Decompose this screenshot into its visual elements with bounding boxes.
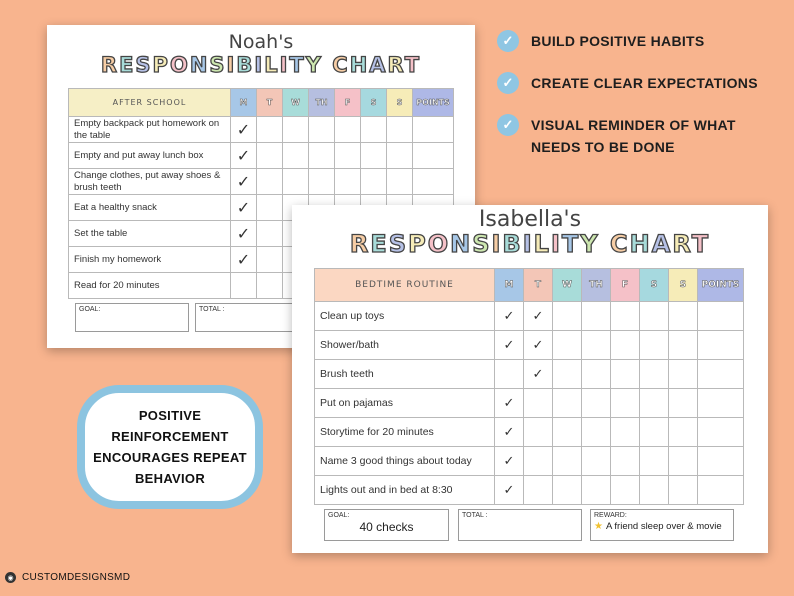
day-check-cell[interactable]: [257, 169, 283, 195]
total-label: TOTAL :: [462, 512, 488, 519]
reinforcement-badge: [77, 385, 263, 509]
day-check-cell[interactable]: [611, 360, 640, 389]
day-check-cell[interactable]: [611, 476, 640, 505]
brand-footer: [5, 572, 130, 583]
day-check-cell[interactable]: [582, 360, 611, 389]
day-check-cell[interactable]: [582, 476, 611, 505]
goal-box[interactable]: [324, 509, 449, 541]
day-check-cell[interactable]: [640, 302, 669, 331]
day-header: M: [495, 269, 524, 302]
day-header: T: [524, 269, 553, 302]
checkmark-circle-icon: ✓: [497, 114, 519, 136]
day-check-cell[interactable]: [582, 418, 611, 447]
points-header: POINTS: [413, 89, 454, 117]
day-check-cell[interactable]: [309, 143, 335, 169]
day-check-cell[interactable]: [309, 117, 335, 143]
day-check-cell[interactable]: ✓: [524, 360, 553, 389]
day-check-cell[interactable]: [582, 389, 611, 418]
day-check-cell[interactable]: [257, 195, 283, 221]
task-label: Finish my homework: [69, 247, 231, 273]
task-label: Name 3 good things about today: [315, 447, 495, 476]
day-check-cell[interactable]: [553, 302, 582, 331]
day-check-cell[interactable]: [582, 302, 611, 331]
day-check-cell[interactable]: ✓: [231, 117, 257, 143]
day-check-cell[interactable]: [257, 143, 283, 169]
task-label: Storytime for 20 minutes: [315, 418, 495, 447]
day-check-cell[interactable]: [553, 360, 582, 389]
table-row: [315, 447, 744, 476]
task-label: Put on pajamas: [315, 389, 495, 418]
benefit-text: VISUAL REMINDER OF WHAT NEEDS TO BE DONE: [531, 117, 736, 155]
task-label: Change clothes, put away shoes & brush teeth: [69, 169, 231, 195]
points-cell[interactable]: [698, 331, 744, 360]
chart-title: RESPONSIBILITY CHART: [349, 230, 711, 258]
day-check-cell[interactable]: [611, 447, 640, 476]
isabella-chart-sheet: [292, 205, 768, 553]
day-header: S: [361, 89, 387, 117]
day-check-cell[interactable]: ✓: [231, 247, 257, 273]
points-cell[interactable]: [413, 143, 454, 169]
task-label: Brush teeth: [315, 360, 495, 389]
table-row: [69, 169, 454, 195]
day-header: M: [231, 89, 257, 117]
day-check-cell[interactable]: [257, 247, 283, 273]
benefit-item: [497, 72, 787, 94]
task-label: Eat a healthy snack: [69, 195, 231, 221]
day-check-cell[interactable]: [524, 447, 553, 476]
day-check-cell[interactable]: [582, 331, 611, 360]
points-cell[interactable]: [413, 117, 454, 143]
child-name-title: Isabella's: [478, 207, 582, 232]
section-header: BEDTIME ROUTINE: [315, 269, 495, 302]
day-header: S: [669, 269, 698, 302]
day-check-cell[interactable]: [524, 389, 553, 418]
task-label: Empty and put away lunch box: [69, 143, 231, 169]
day-check-cell[interactable]: [611, 389, 640, 418]
table-row: [315, 360, 744, 389]
day-check-cell[interactable]: [669, 389, 698, 418]
day-header: TH: [309, 89, 335, 117]
points-cell[interactable]: [698, 360, 744, 389]
day-check-cell[interactable]: [669, 418, 698, 447]
task-label: Empty backpack put homework on the table: [69, 117, 231, 143]
day-check-cell[interactable]: [611, 331, 640, 360]
reward-box[interactable]: [590, 509, 734, 541]
day-check-cell[interactable]: ✓: [524, 331, 553, 360]
day-check-cell[interactable]: [553, 476, 582, 505]
day-header: W: [283, 89, 309, 117]
goal-value: 40 checks: [359, 520, 414, 534]
day-check-cell[interactable]: [669, 447, 698, 476]
goal-label: GOAL:: [79, 306, 101, 313]
day-check-cell[interactable]: [611, 302, 640, 331]
benefit-item: [497, 30, 787, 52]
brand-name: CUSTOMDESIGNSMD: [22, 572, 131, 583]
goal-label: GOAL:: [328, 512, 350, 519]
day-check-cell[interactable]: [361, 117, 387, 143]
day-check-cell[interactable]: ✓: [495, 331, 524, 360]
day-check-cell[interactable]: ✓: [495, 389, 524, 418]
day-check-cell[interactable]: [257, 221, 283, 247]
day-check-cell[interactable]: [524, 418, 553, 447]
brand-logo-icon: ◉: [5, 572, 16, 583]
day-check-cell[interactable]: [335, 117, 361, 143]
points-cell[interactable]: [698, 476, 744, 505]
day-header: F: [335, 89, 361, 117]
day-check-cell[interactable]: [283, 143, 309, 169]
day-check-cell[interactable]: [309, 169, 335, 195]
day-check-cell[interactable]: [640, 331, 669, 360]
day-check-cell[interactable]: ✓: [231, 169, 257, 195]
day-check-cell[interactable]: [361, 143, 387, 169]
table-row: [315, 476, 744, 505]
day-check-cell[interactable]: [553, 418, 582, 447]
task-label: Set the table: [69, 221, 231, 247]
day-check-cell[interactable]: [257, 273, 283, 299]
day-check-cell[interactable]: [524, 476, 553, 505]
badge-text: POSITIVE REINFORCEMENT ENCOURAGES REPEAT BEHAVIOR: [93, 408, 247, 486]
table-row: [315, 418, 744, 447]
table-row: [69, 117, 454, 143]
day-check-cell[interactable]: ✓: [524, 302, 553, 331]
task-label: Lights out and in bed at 8:30: [315, 476, 495, 505]
day-header: W: [553, 269, 582, 302]
benefit-item: [497, 114, 787, 158]
table-row: [315, 302, 744, 331]
total-box[interactable]: [195, 303, 295, 332]
star-icon: ★: [594, 521, 603, 532]
points-header: POINTS: [698, 269, 744, 302]
total-box[interactable]: [458, 509, 582, 541]
points-cell[interactable]: [413, 169, 454, 195]
day-check-cell[interactable]: [611, 418, 640, 447]
day-check-cell[interactable]: [361, 169, 387, 195]
task-label: Clean up toys: [315, 302, 495, 331]
day-check-cell[interactable]: [640, 447, 669, 476]
task-label: Read for 20 minutes: [69, 273, 231, 299]
day-check-cell[interactable]: [553, 331, 582, 360]
checkmark-circle-icon: ✓: [497, 72, 519, 94]
goal-box[interactable]: [75, 303, 189, 332]
day-check-cell[interactable]: ✓: [495, 302, 524, 331]
reward-label: REWARD:: [594, 512, 627, 519]
child-name-title: Noah's: [228, 31, 294, 53]
day-check-cell[interactable]: [640, 360, 669, 389]
day-check-cell[interactable]: [387, 117, 413, 143]
day-check-cell[interactable]: [669, 331, 698, 360]
table-row: [315, 331, 744, 360]
day-check-cell[interactable]: [669, 360, 698, 389]
checkmark-circle-icon: ✓: [497, 30, 519, 52]
day-check-cell[interactable]: ✓: [231, 143, 257, 169]
day-check-cell[interactable]: [335, 143, 361, 169]
points-cell[interactable]: [698, 389, 744, 418]
day-check-cell[interactable]: [257, 117, 283, 143]
table-row: [315, 389, 744, 418]
day-header: S: [640, 269, 669, 302]
day-check-cell[interactable]: ✓: [231, 221, 257, 247]
benefit-text: BUILD POSITIVE HABITS: [531, 33, 705, 49]
header-row: [69, 89, 454, 117]
points-cell[interactable]: [698, 302, 744, 331]
section-header: AFTER SCHOOL: [69, 89, 231, 117]
table-row: [69, 143, 454, 169]
day-check-cell[interactable]: [387, 143, 413, 169]
day-check-cell[interactable]: [283, 169, 309, 195]
day-check-cell[interactable]: ✓: [495, 476, 524, 505]
day-check-cell[interactable]: ✓: [495, 418, 524, 447]
day-header: S: [387, 89, 413, 117]
points-cell[interactable]: [698, 447, 744, 476]
day-check-cell[interactable]: [669, 302, 698, 331]
day-header: T: [257, 89, 283, 117]
task-label: Shower/bath: [315, 331, 495, 360]
points-cell[interactable]: [698, 418, 744, 447]
day-check-cell[interactable]: [582, 447, 611, 476]
total-label: TOTAL :: [199, 306, 225, 313]
chart-title: RESPONSIBILITY CHART: [100, 53, 422, 77]
day-check-cell[interactable]: [640, 418, 669, 447]
day-check-cell[interactable]: [553, 447, 582, 476]
day-check-cell[interactable]: ✓: [231, 195, 257, 221]
day-check-cell[interactable]: ✓: [495, 447, 524, 476]
day-check-cell[interactable]: [335, 169, 361, 195]
day-header: F: [611, 269, 640, 302]
day-check-cell[interactable]: [231, 273, 257, 299]
day-check-cell[interactable]: [553, 389, 582, 418]
benefit-text: CREATE CLEAR EXPECTATIONS: [531, 75, 758, 91]
day-check-cell[interactable]: [669, 476, 698, 505]
benefits-list: [497, 30, 787, 178]
day-check-cell[interactable]: [640, 389, 669, 418]
day-check-cell[interactable]: [387, 169, 413, 195]
day-check-cell[interactable]: [640, 476, 669, 505]
day-check-cell[interactable]: [495, 360, 524, 389]
day-header: TH: [582, 269, 611, 302]
reward-value: A friend sleep over & movie: [605, 521, 722, 532]
chore-table: [314, 268, 744, 505]
day-check-cell[interactable]: [283, 117, 309, 143]
header-row: [315, 269, 744, 302]
